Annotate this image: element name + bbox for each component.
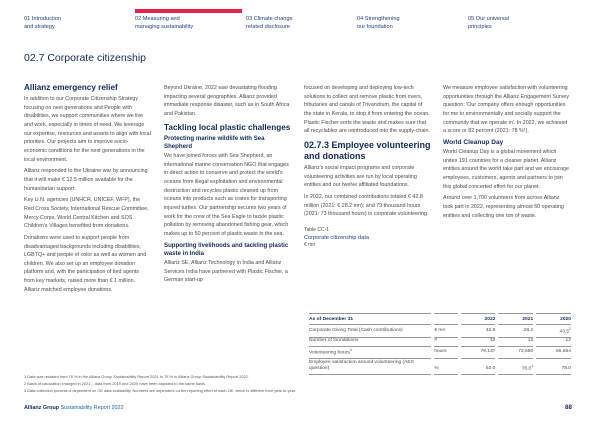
nav-label: and strategy	[24, 23, 55, 30]
column-1	[24, 83, 151, 297]
paragraph: We have joined forces with Sea Shepherd, an international marine conservation NGO that engages in direct action to conserve and protect the world's oceans from illegal exploitation and environmental destruction and recycles plastic cleaned up from oceans into products such as crates for transporting injured turtles. Our partnership secures two years of work for the crew of the Sea Eagle to tackle plastic pollution by removing abandoned fishing gear, which makes up to 50 percent of plastic waste in the sea.	[164, 153, 289, 237]
nav-label: 05 Our universal	[468, 16, 510, 22]
brand-name: Allianz Group	[24, 405, 60, 411]
paragraph: Allianz responded to the Ukraine war by announcing that it will make € 12.5 million available for the humanitarian support.	[24, 168, 148, 192]
nav-label: 04 Strengthening	[357, 16, 400, 22]
row-label: Employee satisfaction around volunteering (AES question)	[309, 359, 431, 374]
column-4	[443, 84, 570, 223]
table-row	[309, 325, 571, 338]
column-header	[434, 313, 457, 325]
cell-2021: 72,580	[498, 347, 533, 360]
column-3	[304, 84, 431, 249]
column-2	[164, 84, 291, 288]
nav-label: managing sustainability	[135, 23, 194, 30]
paragraph: focused on developing and deploying low-tech solutions to collect and remove plastic from rivers, tributaries and canals of Trivandrum, the capital of the state in Kerala, to stop it from entering the ocean. Plastic Fischer sorts the waste and makes sure that all recyclables are reintroduced into the supply-chain.	[304, 85, 430, 135]
footnote-ref: 1	[531, 363, 534, 368]
active-section-indicator	[135, 9, 242, 13]
column-header: 2021	[498, 313, 533, 325]
nav-item-measuring[interactable]	[135, 16, 245, 31]
cell-2020: 78.0	[536, 359, 571, 374]
cell-2022: 82.0	[461, 359, 496, 374]
paragraph: We measure employee satisfaction with volunteering opportunities through the Allianz Engagement Survey question: 'Our company offers enough opportunities for me to environmentally and socially support the community that we operate in'. In 2022, we achieved a score or 82 percent (2021: 78 %¹).	[443, 85, 569, 135]
heading-employee-volunteering: 02.7.3 Employee volunteering and donations	[304, 139, 431, 161]
cell-2021: 28.2	[498, 325, 533, 338]
footnote: 2 Basis of calculation changed in 2021 – data from 2019 and 2020 have been adjusted to the same basis.	[24, 380, 206, 386]
paragraph: In addition to our Corporate Citizenship Strategy focusing on next generations and People with disabilities, we support communities where we live and work, especially in times of need. We leverage our expertise, resources and assets to align with local priorities. Our projects aim to improve socio-economic conditions for the next generations in the local environment.	[24, 96, 151, 163]
paragraph: Key U.N. agencies (UNHCR, UNICEF, WFP), the Red Cross Society, International Rescue Committee, Mercy Corps, World Central Kitchen and SOS Children's Villages benefited from donations.	[24, 197, 149, 230]
cell-2021	[498, 359, 533, 374]
cell-2021: 12	[498, 338, 533, 347]
subheading-sea-shepherd: Protecting marine wildlife with Sea Shepherd	[164, 134, 265, 150]
cell-value: 43.5	[559, 329, 570, 335]
column-header: 2020	[536, 313, 571, 325]
nav-label: principles	[468, 23, 492, 30]
heading-emergency-relief: Allianz emergency relief	[24, 83, 118, 92]
table-title: Corporate citizenship data	[304, 234, 369, 241]
report-title: Sustainability Report 2022	[59, 405, 124, 411]
paragraph: Allianz SE, Allianz Technology in India and Allianz Services India have partnered with Plastic Fischer, a German start-up	[164, 260, 288, 284]
paragraph: In 2022, our combined contributions totaled € 42.8 million (2021: € 28.2 mn); and 79 thousand hours (2021: 73 thousand hours) in corporate volunteering.	[304, 193, 429, 218]
nav-label: our foundation	[357, 23, 393, 30]
label-text: Volunteering hours	[309, 351, 350, 357]
footnote-ref: 2	[569, 326, 571, 331]
heading-world-cleanup-day: World Cleanup Day	[443, 138, 504, 146]
report-footer	[24, 405, 123, 411]
footnote-ref: 3	[349, 348, 352, 353]
paragraph: Donations were used to support people from disadvantaged backgrounds including disabilities, LGBTQ+ and people of color as well as women and children. We also set up an employee donation platform and, with the participation of tied agents from key markets, raised more than € 1 million. Allianz matched employee donations.	[24, 234, 147, 293]
row-unit: #	[434, 338, 457, 347]
nav-item-climate[interactable]	[246, 16, 356, 31]
row-label: Corporate Giving Total (Cash contributions)	[309, 325, 431, 338]
paragraph: World Cleanup Day is a global movement which unites 191 countries for a cleaner planet. Allianz entities around the world take part and we encourage employees, customers, agents and partners to join this global concerted effort for our planet.	[443, 149, 569, 190]
nav-label: 02 Measuring and	[135, 16, 180, 22]
table-row	[309, 338, 571, 347]
paragraph: Allianz's social impact programs and corporate volunteering activities are run by local operating entities and our twelve affiliated foundations.	[304, 164, 417, 189]
page-title: 02.7 Corporate citizenship	[24, 52, 146, 64]
section-navigation	[0, 0, 600, 40]
table-row	[309, 359, 571, 374]
cell-2022: 12	[461, 338, 496, 347]
heading-plastic-challenges: Tackling local plastic challenges	[164, 122, 291, 132]
cell-2020	[536, 325, 571, 338]
table-label: Table CC-1	[304, 226, 330, 233]
nav-item-introduction[interactable]	[24, 16, 134, 31]
cell-2022: 42.8	[461, 325, 496, 338]
table-header-row	[309, 313, 571, 325]
row-unit: hours	[434, 347, 457, 360]
page-number: 88	[565, 404, 572, 411]
nav-label: 03 Climate change	[246, 16, 293, 22]
paragraph: Around over 1,700 volunteers from across Allianz took part in 2022, representing almost 50 operating entities and collecting one ton of waste.	[443, 195, 564, 219]
row-label: Number of foundations	[309, 338, 431, 347]
column-header: As of December 31	[309, 313, 431, 325]
nav-item-principles[interactable]	[468, 16, 578, 31]
cell-2022: 79,137	[461, 347, 496, 360]
row-label	[309, 347, 431, 360]
nav-label: related disclosure	[246, 23, 290, 30]
table-unit: € mn	[304, 241, 316, 248]
nav-item-foundation[interactable]	[357, 16, 467, 31]
cell-value: 78.0	[521, 366, 532, 372]
column-header: 2022	[461, 313, 496, 325]
cell-2020: 56,654	[536, 347, 571, 360]
footnote: 3 Data collection process is dependent on OE data availability. Numbers are dependent on the reporting effort of each OE, which is different from year-to-year.	[24, 387, 297, 393]
nav-label: 01 Introduction	[24, 16, 62, 22]
subheading-india: Supporting livelihoods and tackling plastic waste in India	[164, 241, 289, 257]
cell-2020: 12	[536, 338, 571, 347]
paragraph: Beyond Ukraine, 2022 saw devastating flooding impacting several geographies. Allianz provided immediate response disaster, such as in South Africa and Pakistan.	[164, 85, 290, 117]
table-row	[309, 347, 571, 360]
footnotes	[24, 374, 584, 394]
row-unit: € mn	[434, 325, 457, 338]
corporate-citizenship-table	[306, 313, 574, 375]
footnote: 1 Data was restated from 76 % in the Allianz Group Sustainability Report 2021 to 78 % in Allianz Group Sustainability Report 2022.	[24, 374, 249, 379]
row-unit: %	[434, 359, 457, 374]
